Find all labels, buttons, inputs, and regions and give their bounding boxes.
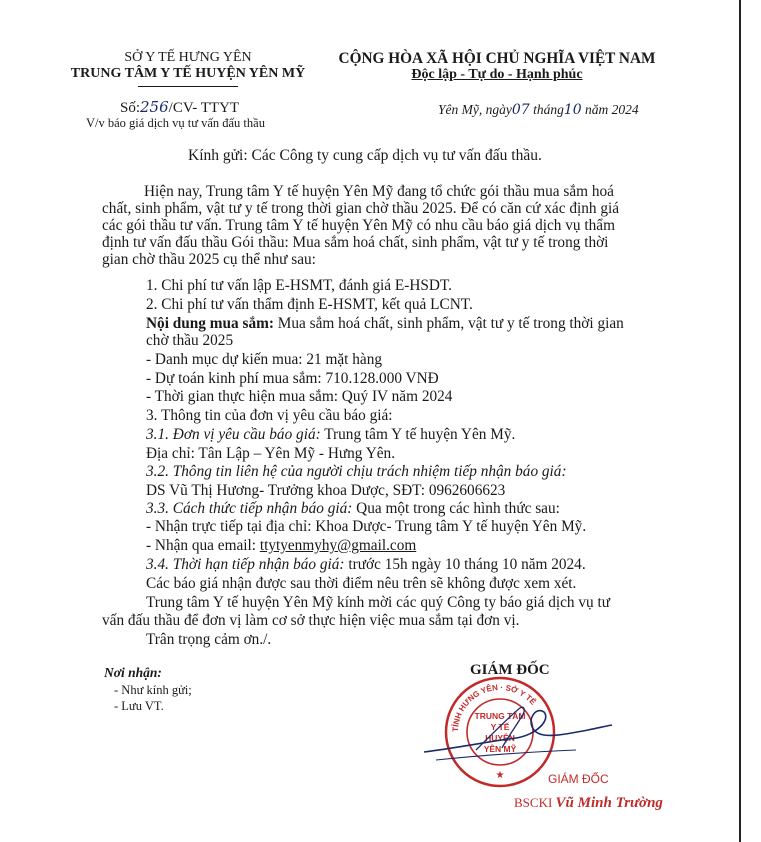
section34-label: 3.4. Thời hạn tiếp nhận báo giá: [146, 556, 345, 573]
stamp-ring-text: TỈNH HƯNG YÊN · SỞ Y TẾ [450, 682, 538, 733]
intro-line-5: gian chờ thầu 2025 cụ thể như sau: [102, 251, 316, 268]
recipients-label: Nơi nhận: [104, 665, 162, 680]
date-month: 10 [563, 102, 582, 118]
regards: Trân trọng cảm ơn./. [146, 631, 272, 648]
closing-line-2: vấn đấu thầu để đơn vị làm cơ sở thực hiện việc mua sắm tại đơn vị. [102, 612, 520, 629]
salutation: Kính gửi: Các Công ty cung cấp dịch vụ tư vấn đấu thầu. [188, 147, 542, 164]
section33-value: Qua một trong các hình thức sau: [352, 500, 560, 517]
date-suffix: năm 2024 [585, 102, 639, 117]
org-parent: SỞ Y TẾ HƯNG YÊN [124, 50, 252, 65]
section32-label: 3.2. Thông tin liên hệ của người chịu trách nhiệm tiếp nhận báo giá: [146, 463, 567, 480]
stamp-line-3: HUYỆN [485, 733, 515, 743]
intro-line-3: các gói thầu tư vấn. Trung tâm Y tế huyện Yên Mỹ có nhu cầu báo giá dịch vụ thẩm [102, 217, 615, 234]
late-note: Các báo giá nhận được sau thời điểm nêu trên sẽ không được xem xét. [146, 575, 577, 592]
stamp-line-1: TRUNG TÂM [474, 711, 526, 721]
org-underline [138, 86, 238, 87]
section34-line [146, 556, 586, 573]
section33-item-1: - Nhận trực tiếp tại địa chỉ: Khoa Dược- Trung tâm Y tế huyện Yên Mỹ. [146, 518, 587, 535]
date-day: 07 [511, 102, 530, 118]
numbered-item-1: 1. Chi phí tư vấn lập E-HSMT, đánh giá E-HSDT. [146, 277, 452, 294]
stamp-line-4: YÊN MỸ [483, 744, 517, 754]
section31-line [146, 426, 515, 443]
dash-item-2: - Dự toán kinh phí mua sắm: 710.128.000 VNĐ [146, 370, 439, 387]
signer-title: BSCKI [514, 795, 553, 810]
stamp-position: GIÁM ĐỐC [548, 772, 609, 786]
page-edge-rule [739, 0, 741, 842]
intro-line-4: định tư vấn đấu thầu Gói thầu: Mua sắm hoá chất, sinh phẩm, vật tư y tế trong thời [102, 234, 609, 251]
section31-value: Trung tâm Y tế huyện Yên Mỹ. [320, 426, 516, 443]
content-label: Nội dung mua sắm: [146, 315, 274, 332]
section3-title: 3. Thông tin của đơn vị yêu cầu báo giá: [146, 407, 393, 424]
date-prefix: Yên Mỹ, ngày [438, 102, 512, 117]
country-name: CỘNG HÒA XÃ HỘI CHỦ NGHĨA VIỆT NAM [338, 50, 656, 67]
dash-item-3: - Thời gian thực hiện mua sắm: Quý IV năm 2024 [146, 388, 453, 405]
closing-line-1: Trung tâm Y tế huyện Yên Mỹ kính mời các quý Công ty báo giá dịch vụ tư [146, 594, 611, 611]
motto-text: Độc lập - Tự do - Hạnh phúc [411, 67, 583, 82]
section33-item-2 [146, 537, 416, 554]
section33-line [146, 500, 560, 517]
intro-line-2: chất, sinh phẩm, vật tư y tế trong thời gian chờ thầu 2025. Để có căn cứ xác định giá [102, 200, 620, 217]
section31-label: 3.1. Đơn vị yêu cầu báo giá: [146, 426, 321, 443]
email-prefix: - Nhận qua email: [146, 537, 260, 554]
intro-line-1: Hiện nay, Trung tâm Y tế huyện Yên Mỹ đang tổ chức gói thầu mua sắm hoá [144, 183, 614, 200]
doc-number-prefix: Số: [120, 100, 141, 116]
stamp-line-2: Y TẾ [490, 722, 510, 732]
recipient-item-2: - Lưu VT. [114, 699, 164, 713]
date-line [438, 102, 639, 118]
section34-value: trước 15h ngày 10 tháng 10 năm 2024. [344, 556, 586, 573]
content-text-1: Mua sắm hoá chất, sinh phẩm, vật tư y tế trong thời gian [273, 315, 624, 332]
subject-line: V/v báo giá dịch vụ tư vấn đấu thầu [86, 116, 265, 130]
section33-label: 3.3. Cách thức tiếp nhận báo giá: [146, 500, 353, 517]
content-line-2: chờ thầu 2025 [146, 332, 234, 349]
signer-line [514, 795, 663, 812]
document-number [120, 98, 239, 117]
email-link[interactable]: ttytyenmyhy@gmail.com [259, 537, 417, 554]
signer-name: Vũ Minh Trường [555, 795, 663, 811]
doc-number-handwritten: 256 [140, 98, 169, 116]
address-line: Địa chỉ: Tân Lập – Yên Mỹ - Hưng Yên. [146, 445, 396, 462]
stamp-star-icon: ★ [495, 770, 505, 781]
section32-value: DS Vũ Thị Hương- Trưởng khoa Dược, SĐT: 0962606623 [146, 482, 506, 499]
recipient-item-1: - Như kính gửi; [114, 683, 192, 697]
dash-item-1: - Danh mục dự kiến mua: 21 mặt hàng [146, 351, 382, 368]
numbered-item-2: 2. Chi phí tư vấn thẩm định E-HSMT, kết quả LCNT. [146, 296, 473, 313]
date-month-label: tháng [533, 102, 564, 117]
handwritten-signature [416, 690, 616, 770]
signature-position: GIÁM ĐỐC [470, 662, 550, 678]
org-name: TRUNG TÂM Y TẾ HUYỆN YÊN MỸ [70, 66, 306, 81]
doc-number-suffix: /CV- TTYT [168, 100, 240, 116]
content-line-1 [146, 315, 624, 332]
national-motto [332, 67, 662, 83]
